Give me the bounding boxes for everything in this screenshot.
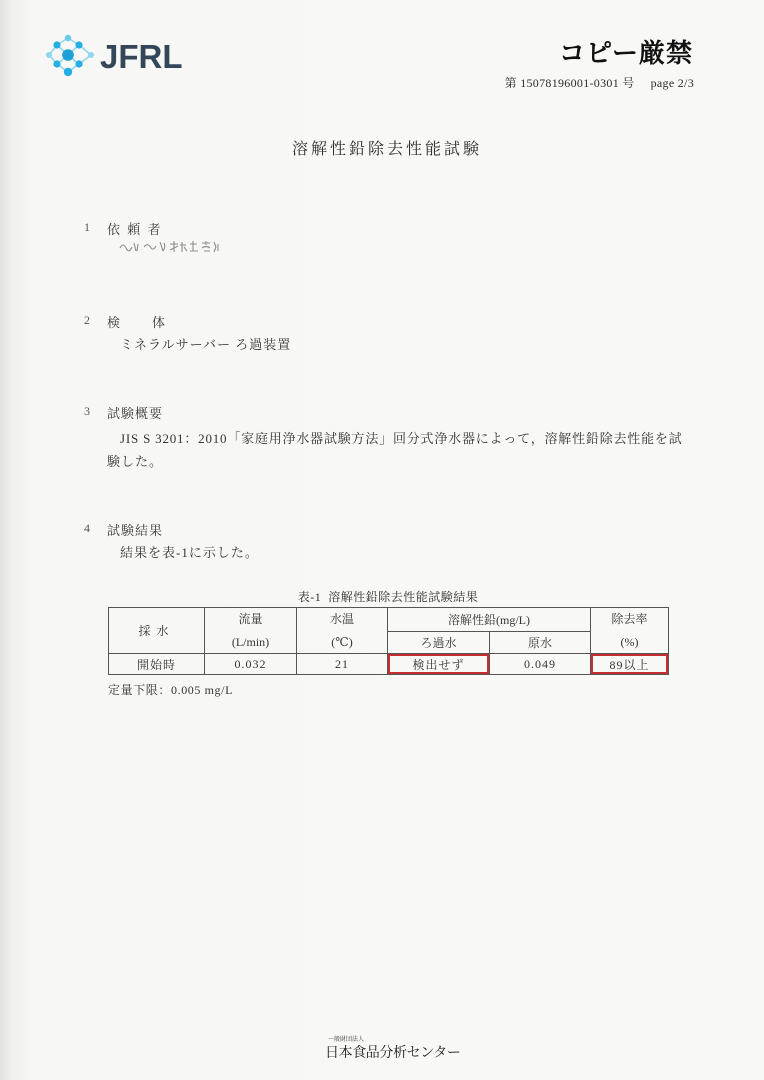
jfrl-logo-icon: [44, 31, 98, 79]
overview-line-1: JIS S 3201：2010「家庭用浄水器試験方法」回分式浄水器によって，溶解性鉛除去性能を試: [120, 431, 683, 446]
results-table: [108, 607, 669, 675]
document-number-line: [505, 74, 694, 91]
header-removal-label: 除去率: [611, 612, 648, 626]
header-removal-rate: [591, 608, 669, 654]
section-3-heading: 試験概要: [107, 406, 164, 421]
cell-flow: 0.032: [205, 654, 297, 675]
table-row: [109, 654, 669, 675]
table-caption: 表-1 溶解性鉛除去性能試験結果: [297, 590, 479, 604]
section-1-number: 1: [84, 220, 90, 234]
cell-raw-water: 0.049: [490, 654, 591, 675]
results-statement: 結果を表-1に示した。: [120, 545, 259, 560]
cell-temperature: 21: [297, 654, 388, 675]
header-temperature: [297, 608, 388, 654]
sample-description: ミネラルサーバー ろ過装置: [120, 337, 292, 352]
header-sampling: [109, 608, 205, 654]
section-2-heading: 検 体: [107, 315, 168, 330]
header-sampling-label: 採水: [138, 624, 175, 638]
header-flow-unit: (L/min): [231, 635, 270, 649]
copy-prohibited-notice: コピー厳禁: [559, 39, 693, 69]
section-3-number: 3: [84, 404, 90, 418]
client-name-obscured: [118, 238, 222, 254]
document-number: 第 15078196001-0301 号: [504, 76, 635, 90]
header-removal-unit: (%): [620, 635, 639, 649]
header-filtered-water: ろ過水: [388, 632, 490, 654]
section-4-number: 4: [84, 521, 90, 535]
cell-filtered-water-highlighted: 検出せず: [388, 654, 490, 675]
header-temperature-unit: (℃): [331, 635, 353, 649]
cell-removal-rate-highlighted: 89以上: [591, 654, 669, 675]
section-2-number: 2: [84, 313, 90, 327]
jfrl-logo-text: JFRL: [100, 38, 183, 75]
quantitation-limit-note: 定量下限：0.005 mg/L: [108, 683, 233, 697]
header-flow: [205, 608, 297, 654]
section-4-heading: 試験結果: [107, 523, 164, 538]
page-indicator: page 2/3: [650, 76, 694, 90]
header-raw-water: 原水: [490, 632, 591, 654]
footer-organization-type: 一般財団法人: [328, 1036, 365, 1043]
header-flow-label: 流量: [238, 612, 263, 626]
table-header-row: [109, 608, 669, 632]
overview-line-2: 験した。: [107, 454, 164, 469]
cell-sampling: 開始時: [109, 654, 205, 675]
header-temperature-label: 水温: [329, 612, 354, 626]
section-1-heading: 依 頼 者: [107, 222, 163, 237]
page-title: 溶解性鉛除去性能試験: [291, 141, 482, 158]
footer-organization-name: 日本食品分析センター: [325, 1045, 461, 1061]
header-dissolved-lead: 溶解性鉛(mg/L): [388, 608, 591, 632]
